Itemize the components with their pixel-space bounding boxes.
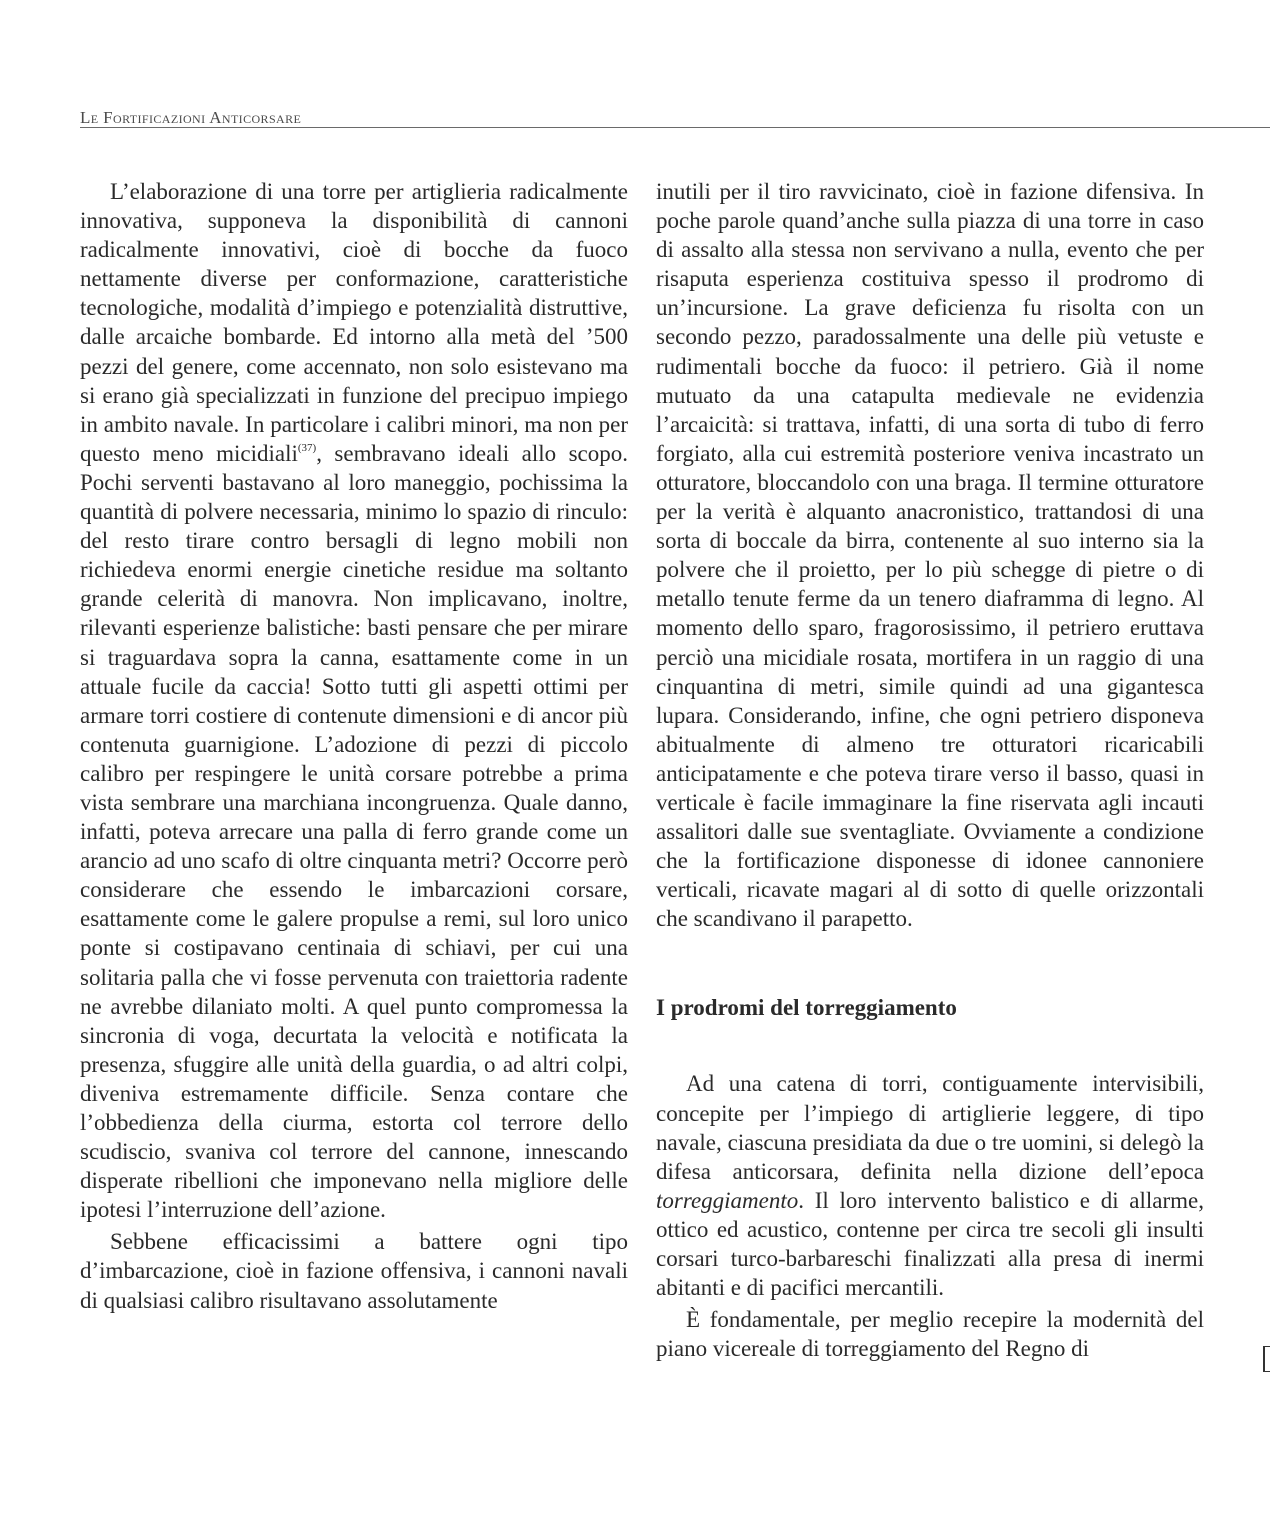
left-column: [80, 177, 628, 1315]
header-rule: [80, 127, 1270, 128]
paragraph-naval-cannons: Sebbene efficacissimi a battere ogni tipo d’imbarcazione, cioè in fazione offensiva, i cannoni navali di qualsiasi calibro risultavano assolutamente: [80, 1229, 628, 1313]
paragraph-torreggiamento: [656, 1069, 1204, 1302]
paragraph-viceregal-plan: È fondamentale, per meglio recepire la modernità del piano vicereale di torreggiamento del Regno di: [656, 1307, 1204, 1362]
running-head: Le Fortificazioni Anticorsare: [80, 108, 302, 127]
footnote-reference: (37): [297, 441, 317, 454]
section-heading: I prodromi del torreggiamento: [656, 995, 957, 1021]
paragraph-text-part-1: Ad una catena di torri, contiguamente intervisibili, concepite per l’impiego di artiglierie leggere, di tipo navale, ciascuna presidiata da due o tre uomini, si delegò la difesa anticorsara, definita nella dizione dell’epoca: [656, 1071, 1204, 1184]
paragraph-text-part-2: , sembravano ideali allo scopo. Pochi serventi bastavano al loro maneggio, pochissima la quantità di polvere necessaria, minimo lo spazio di rinculo: del resto tirare contro bersagli di legno mobili non richiedeva enormi energie cinetiche residue ma soltanto grande celerità di manovra. Non implicavano, inoltre, rilevanti esperienze balistiche: basti pensare che per mirare si traguardava sopra la canna, esattamente come in un attuale fucile da caccia! Sotto tutti gli aspetti ottimi per armare torri costiere di contenute dimensioni e di ancor più contenuta guarnigione. L’adozione di pezzi di piccolo calibro per respingere le unità corsare potrebbe a prima vista sembrare una marchiana incongruenza. Quale danno, infatti, poteva arrecare una palla di ferro grande come un arancio ad uno scafo di oltre cinquanta metri? Occorre però considerare che essendo le imbarcazioni corsare, esattamente come le galere propulse a remi, sul loro unico ponte si costipavano centinaia di schiavi, per cui una solitaria palla che vi fosse pervenuta con traiettoria radente ne avrebbe dilaniato molti. A quel punto compromessa la sincronia di voga, decurtata la velocità e notificata la presenza, sfuggire alle unità della guardia, o ad altri colpi, diveniva estremamente difficile. Senza contare che l’obbedienza della ciurma, estorta col terrore dello scudiscio, svaniva col terrore del cannone, innescando disperate ribellioni che imponevano nella migliore delle ipotesi l’interruzione dell’azione.: [80, 440, 628, 1223]
paragraph-petriero: inutili per il tiro ravvicinato, cioè in fazione difensiva. In poche parole quand’anche sulla piazza di una torre in caso di assalto alla stessa non servivano a nulla, evento che per risaputa esperienza costituiva spesso il prodromo di un’incursione. La grave deficienza fu risolta con un secondo pezzo, paradossalmente una delle più vetuste e rudimentali bocche da fuoco: il petriero. Già il nome mutuato da una catapulta medievale ne evidenzia l’arcaicità: si trattava, infatti, di una sorta di tubo di ferro forgiato, alla cui estremità posteriore veniva incastrato un otturatore, bloccandolo con una braga. Il termine otturatore per la verità è alquanto anacronistico, trattandosi di una sorta di boccale da birra, contenente al suo interno sia la polvere che il proietto, per lo più schegge di pietre o di metallo tenute ferme da un tenero diaframma di legno. Al momento dello sparo, fragorosissimo, il petriero eruttava perciò una micidiale rosata, mortifera in un raggio di una cinquantina di metri, simile quindi ad una gigantesca lupara. Considerando, infine, che ogni petriero disponeva abitualmente di almeno tre otturatori ricaricabili anticipatamente e che poteva tirare verso il basso, quasi in verticale è facile immaginare la fine riservata agli incauti assalitori dalle sue sventagliate. Ovviamente a condizione che la fortificazione disponesse di idonee cannoniere verticali, ricavate magari al di sotto di quelle orizzontali che scandivano il parapetto.: [656, 179, 1204, 932]
paragraph-text-part-1: L’elaborazione di una torre per artiglieria radicalmente innovativa, supponeva la disponibilità di cannoni radicalmente innovativi, cioè di bocche da fuoco nettamente diverse per conformazione, caratteristiche tecnologiche, modalità d’impiego e potenzialità distruttive, dalle arcaiche bombarde. Ed intorno alla metà del ’500 pezzi del genere, come accennato, non solo esistevano ma si erano già specializzati in funzione del precipuo impiego in ambito navale. In particolare i calibri minori, ma non per questo meno micidiali: [80, 179, 628, 466]
italic-term: torreggiamento: [656, 1187, 799, 1213]
page-edge-bracket: [1263, 1346, 1270, 1372]
paragraph-text-part-2: . Il loro intervento balistico e di allarme, ottico ed acustico, contenne per circa tre secoli gli insulti corsari turco-barbareschi finalizzati alla presa di inermi abitanti e di pacifici mercantili.: [656, 1187, 1204, 1301]
paragraph-artillery-tower: [80, 177, 628, 1224]
right-column: [656, 177, 1204, 1363]
